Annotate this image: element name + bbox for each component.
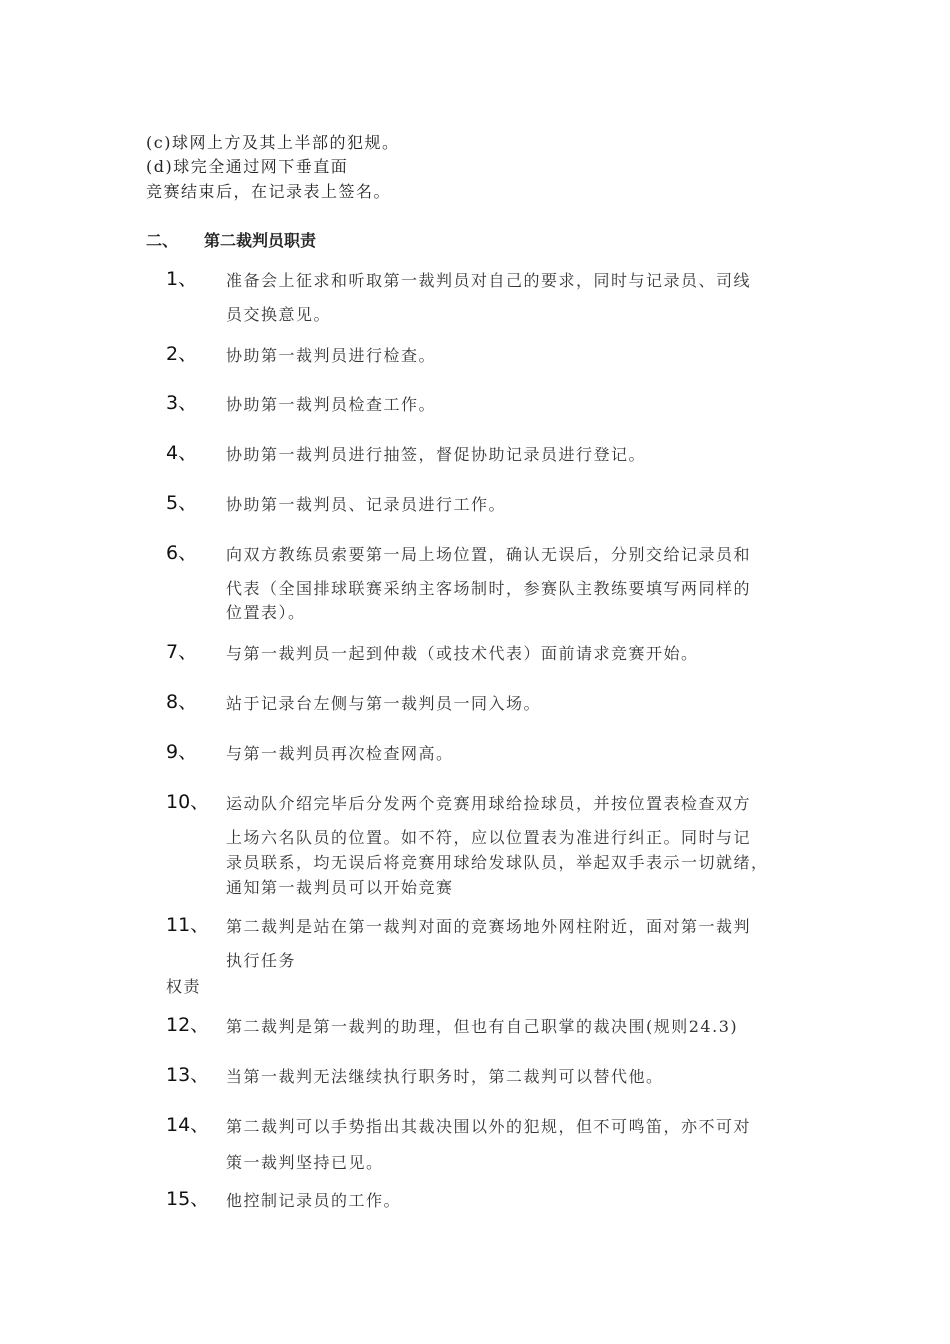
item-text-line: 协助第一裁判员进行抽签，督促协助记录员进行登记。	[226, 445, 647, 464]
item-text-line: 当第一裁判无法继续执行职务时，第二裁判可以替代他。	[226, 1067, 664, 1086]
intro-line-sign: 竞赛结束后，在记录表上签名。	[146, 182, 392, 201]
item-text-line: 准备会上征求和听取第一裁判员对自己的要求，同时与记录员、司线	[226, 271, 752, 290]
item-text-line: 与第一裁判员一起到仲裁（或技术代表）面前请求竞赛开始。	[226, 644, 699, 663]
item-text-line: 第二裁判是第一裁判的助理，但也有自己职掌的裁决围(规则24.3)	[226, 1017, 739, 1036]
item-text-line: 录员联系，均无误后将竞赛用球给发球队员，举起双手表示一切就绪，	[226, 853, 769, 872]
item-text	[226, 392, 816, 415]
item-number: 7、	[166, 641, 198, 663]
item-number: 13、	[166, 1064, 210, 1086]
item-number: 2、	[166, 343, 198, 365]
item-text-line: 与第一裁判员再次检查网高。	[226, 744, 454, 763]
item-number: 1、	[166, 268, 198, 290]
item-number: 6、	[166, 542, 198, 564]
item-number: 3、	[166, 392, 198, 414]
item-number: 10、	[166, 791, 210, 813]
item-number: 14、	[166, 1114, 210, 1136]
subheading: 权责	[166, 977, 202, 996]
item-number: 4、	[166, 442, 198, 464]
item-text	[226, 442, 816, 465]
item-text-line: 站于记录台左侧与第一裁判员一同入场。	[226, 694, 542, 713]
item-number: 11、	[166, 914, 210, 936]
item-text	[226, 741, 816, 764]
item-text	[226, 492, 816, 515]
item-number: 15、	[166, 1188, 210, 1210]
item-number: 9、	[166, 741, 198, 763]
item-text-line: 上场六名队员的位置。如不符，应以位置表为准进行纠正。同时与记	[226, 828, 752, 847]
item-number: 12、	[166, 1014, 210, 1036]
item-number: 8、	[166, 691, 198, 713]
item-text	[226, 641, 816, 664]
item-text-line: 协助第一裁判员进行检查。	[226, 346, 437, 365]
intro-line-c: (c)球网上方及其上半部的犯规。	[146, 133, 400, 152]
item-text-line: 策一裁判坚持已见。	[226, 1153, 384, 1172]
item-text-line: 通知第一裁判员可以开始竞赛	[226, 878, 454, 897]
section-number: 二、	[146, 231, 179, 250]
item-text-line: 协助第一裁判员、记录员进行工作。	[226, 495, 507, 514]
item-text-line: 执行任务	[226, 951, 297, 970]
item-text-line: 员交换意见。	[226, 305, 332, 324]
item-text-line: 运动队介绍完毕后分发两个竞赛用球给捡球员，并按位置表检查双方	[226, 794, 752, 813]
item-text	[226, 343, 816, 366]
section-heading	[146, 228, 317, 251]
section-title: 第二裁判员职责	[204, 231, 317, 250]
item-text	[226, 1188, 816, 1211]
item-text-line: 协助第一裁判员检查工作。	[226, 395, 437, 414]
item-text	[226, 1064, 816, 1087]
item-text-line: 向双方教练员索要第一局上场位置，确认无误后，分别交给记录员和	[226, 545, 752, 564]
item-text-line: 第二裁判是站在第一裁判对面的竞赛场地外网柱附近，面对第一裁判	[226, 917, 752, 936]
item-text-line: 位置表）。	[226, 603, 306, 622]
item-text	[226, 691, 816, 714]
item-number: 5、	[166, 492, 198, 514]
item-text-line: 他控制记录员的工作。	[226, 1191, 402, 1210]
item-text	[226, 1014, 816, 1037]
intro-line-d: (d)球完全通过网下垂直面	[146, 157, 349, 176]
item-text-line: 第二裁判可以手势指出其裁决围以外的犯规，但不可鸣笛，亦不可对	[226, 1117, 752, 1136]
item-text-line: 代表（全国排球联赛采纳主客场制时，参赛队主教练要填写两同样的	[226, 579, 752, 598]
